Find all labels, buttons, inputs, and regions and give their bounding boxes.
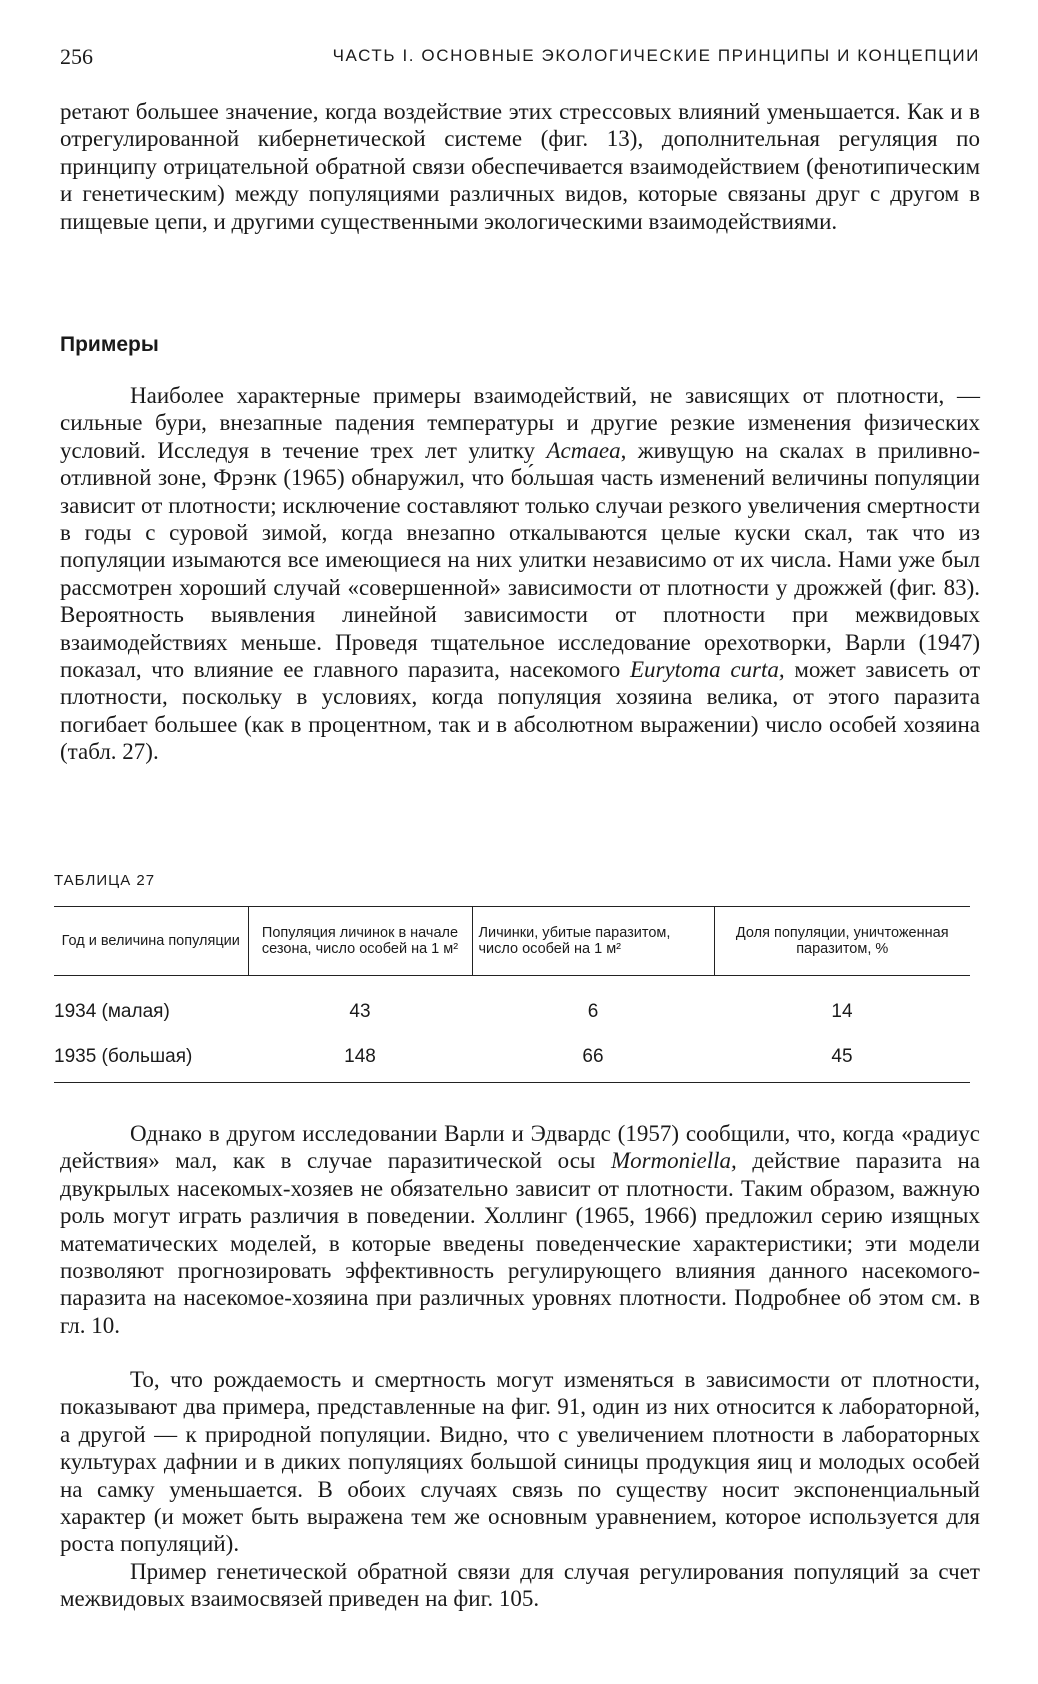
paragraph-mormoniella (60, 1120, 980, 1339)
table-cell: 1934 (малая) (54, 1000, 170, 1022)
paragraph-text: может зависеть от плотности, поскольку в условиях, когда популяция хозяина велика, от этого паразита погибает большее (как в процентном, так и в абсолютном выражении) число особей хозяина (табл. 27). (60, 657, 980, 765)
section-heading: Примеры (60, 333, 159, 356)
paragraph-examples (60, 382, 980, 766)
table-cell: 1935 (большая) (54, 1034, 248, 1083)
data-table (54, 906, 970, 1083)
column-header: Популяция личинок в начале сезона, число особей на 1 м² (248, 907, 472, 976)
species-name: Eurytoma curta, (629, 657, 785, 683)
paragraph-text: , живущую на скалах в приливно-отливной зоне, Фрэнк (1965) обнаружил, что бо́льшая часть изменений величины популяции зависит от плотности; исключение составляют только случаи резкого увеличения смертности в годы с суровой зимой, когда внезапно откалываются целые куски скал, так что из популяции изымаются все имеющиеся на них улитки независимо от их числа. Нами уже был рассмотрен хороший случай «совершенной» зависимости от плотности у дрожжей (фиг. 83). Вероятность выявления линейной зависимости от плотности при межвидовых взаимодействиях меньше. Проведя тщательное исследование орехотворки, Варли (1947) показал, что влияние ее главного паразита, насекомого (60, 437, 980, 683)
paragraph-intro: ретают большее значение, когда воздействие этих стрессовых влияний уменьшается. Как и в отрегулированной кибернетической системе (фиг. 13), дополнительная регуляция по принципу отрицательной обратной связи обеспечивается взаимодействием (фенотипическим и генетическим) между популяциями различных видов, которые связаны друг с другом в пищевые цепи, и другими существенными экологическими взаимодействиями. (60, 99, 980, 234)
species-name: Mormoniella, (610, 1148, 737, 1174)
page-number: 256 (60, 44, 93, 69)
column-header: Год и величина популяции (54, 907, 248, 976)
table-row (54, 1034, 970, 1083)
paragraph-genetic-feedback: Пример генетической обратной связи для случая регулирования популяций за счет межвидовых взаимосвязей приведен на фиг. 105. (60, 1559, 980, 1612)
table-caption: ТАБЛИЦА 27 (54, 872, 156, 889)
column-header: Доля популяции, уничтоженная паразитом, % (714, 907, 970, 976)
paragraph-text: действие паразита на двукрылых насекомых-хозяев не обязательно зависит от плотности. Таким образом, важную роль могут играть различия в поведении. Холлинг (1965, 1966) предложил серию изящных математических моделей, в которые введены поведенческие характеристики; эти модели позволяют прогнозировать эффективность регулирующего влияния данного насекомого-паразита на насекомое-хозяина при различных уровнях плотности. Подробнее об этом см. в гл. 10. (60, 1148, 980, 1338)
table-cell: 14 (831, 1000, 853, 1022)
table-cell: 148 (248, 1034, 472, 1083)
table-cell: 43 (349, 1000, 371, 1022)
table-row (54, 976, 970, 1035)
running-title: ЧАСТЬ I. ОСНОВНЫЕ ЭКОЛОГИЧЕСКИЕ ПРИНЦИПЫ И КОНЦЕПЦИИ (332, 46, 980, 65)
paragraph-text: Наиболее характерные примеры взаимодействий, не зависящих от плотности, — сильные бури, внезапные падения температуры и другие резкие изменения физических условий. Исследуя в течение трех лет улитку (60, 383, 980, 463)
column-header: Личинки, убитые паразитом, число особей на 1 м² (472, 907, 714, 976)
paragraph-density: То, что рождаемость и смертность могут изменяться в зависимости от плотности, показывают два примера, представленные на фиг. 91, один из них относится к лабораторной, а другой — к природной популяции. Видно, что с увеличением плотности в лабораторных культурах дафнии и в диких популяциях большой синицы продукция яиц и молодых особей на самку уменьшается. В обоих случаях связь по существу носит экспоненциальный характер (и может быть выражена тем же основным уравнением, которое используется для роста популяций). (60, 1367, 980, 1557)
table-cell: 6 (587, 1000, 599, 1022)
table-cell: 66 (472, 1034, 714, 1083)
table-header-row (54, 907, 970, 976)
species-name: Acmaea (546, 437, 621, 463)
table-cell: 45 (714, 1034, 970, 1083)
page-header (60, 44, 980, 74)
paragraph-text: Однако в другом исследовании Варли и Эдвардс (1957) сообщили, что, когда «радиус действия» мал, как в случае паразитической осы (60, 1121, 980, 1174)
